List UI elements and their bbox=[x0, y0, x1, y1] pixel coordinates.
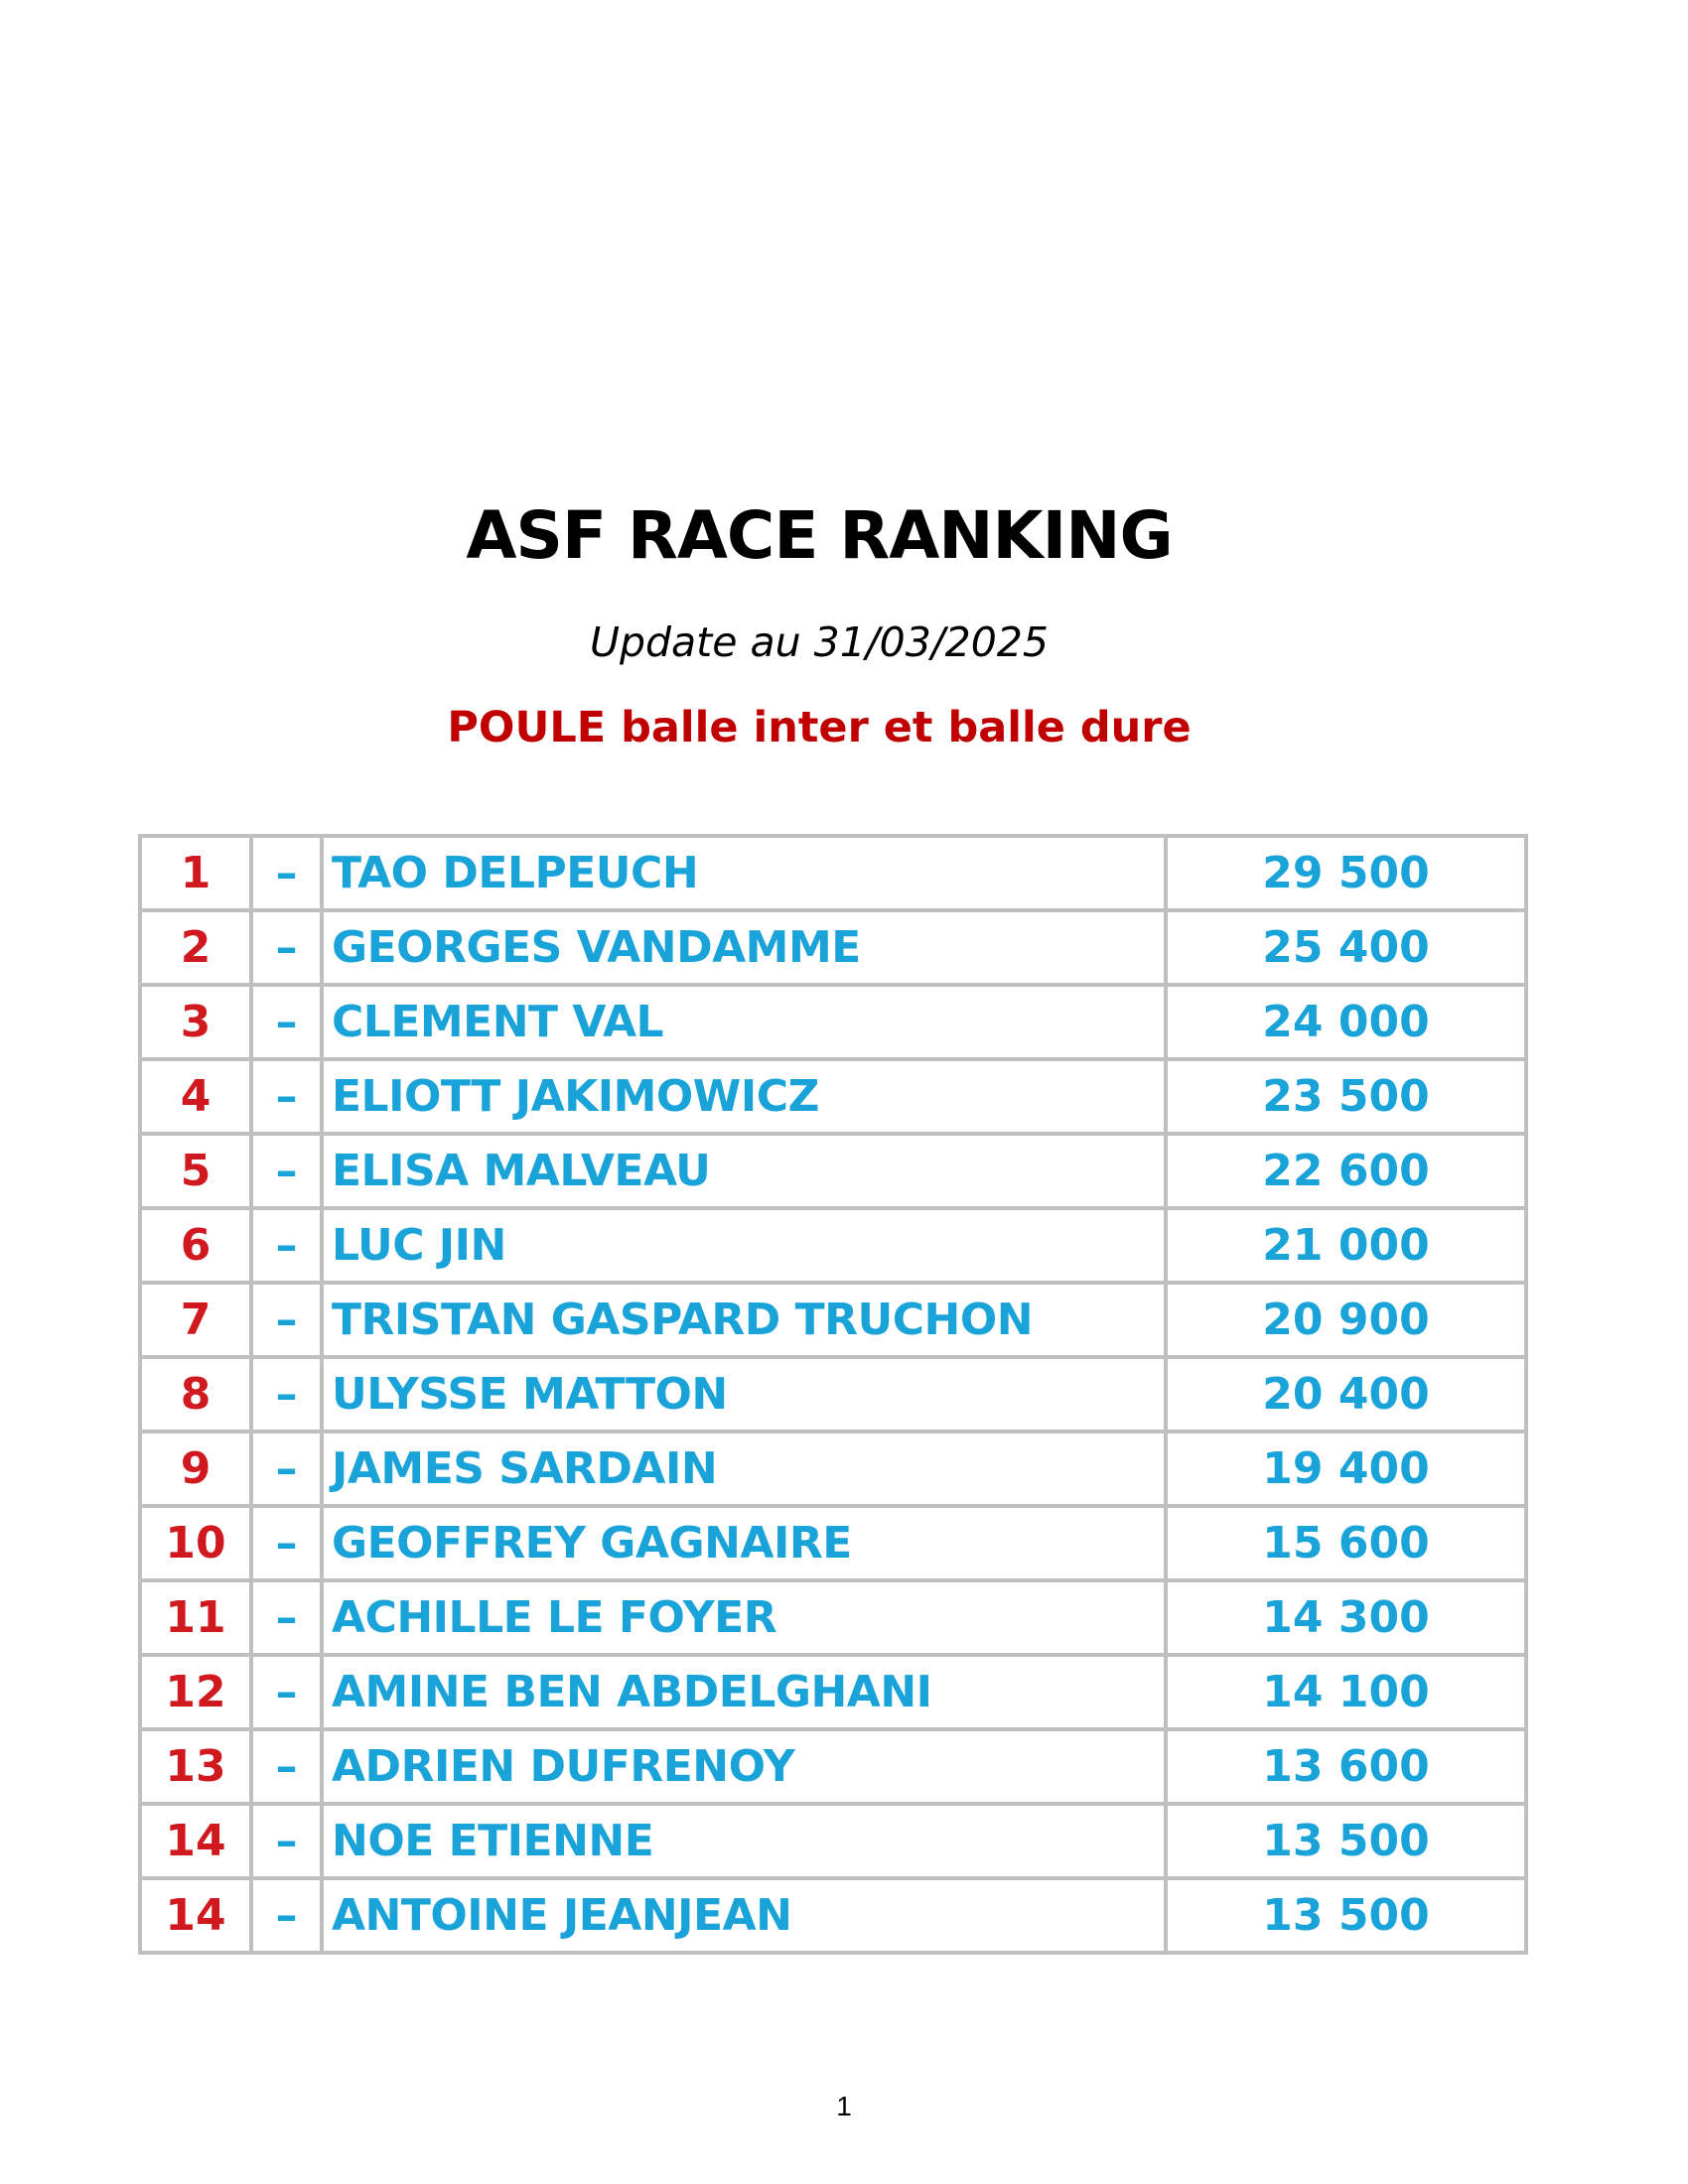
ranking-table bbox=[138, 834, 1528, 1955]
player-name-cell: TAO DELPEUCH bbox=[322, 836, 1166, 910]
separator-cell: – bbox=[251, 836, 322, 910]
separator-cell: – bbox=[251, 1134, 322, 1208]
separator-cell: – bbox=[251, 985, 322, 1059]
table-row bbox=[140, 985, 1526, 1059]
table-row bbox=[140, 1655, 1526, 1729]
rank-cell: 4 bbox=[140, 1059, 251, 1134]
separator-cell: – bbox=[251, 1283, 322, 1357]
table-row bbox=[140, 1432, 1526, 1506]
points-cell: 23 500 bbox=[1166, 1059, 1526, 1134]
separator-cell: – bbox=[251, 1208, 322, 1283]
table-row bbox=[140, 910, 1526, 985]
points-cell: 15 600 bbox=[1166, 1506, 1526, 1580]
player-name-cell: GEORGES VANDAMME bbox=[322, 910, 1166, 985]
rank-cell: 6 bbox=[140, 1208, 251, 1283]
rank-cell: 14 bbox=[140, 1804, 251, 1878]
separator-cell: – bbox=[251, 1506, 322, 1580]
points-cell: 19 400 bbox=[1166, 1432, 1526, 1506]
rank-cell: 9 bbox=[140, 1432, 251, 1506]
player-name-cell: ANTOINE JEANJEAN bbox=[322, 1878, 1166, 1953]
rank-cell: 1 bbox=[140, 836, 251, 910]
player-name-cell: ELIOTT JAKIMOWICZ bbox=[322, 1059, 1166, 1134]
points-cell: 20 900 bbox=[1166, 1283, 1526, 1357]
table-row bbox=[140, 1059, 1526, 1134]
update-date: Update au 31/03/2025 bbox=[590, 618, 1049, 666]
player-name-cell: ADRIEN DUFRENOY bbox=[322, 1729, 1166, 1804]
points-cell: 14 300 bbox=[1166, 1580, 1526, 1655]
separator-cell: – bbox=[251, 910, 322, 985]
table-row bbox=[140, 1208, 1526, 1283]
rank-cell: 7 bbox=[140, 1283, 251, 1357]
player-name-cell: AMINE BEN ABDELGHANI bbox=[322, 1655, 1166, 1729]
player-name-cell: CLEMENT VAL bbox=[322, 985, 1166, 1059]
rank-cell: 5 bbox=[140, 1134, 251, 1208]
rank-cell: 14 bbox=[140, 1878, 251, 1953]
table-row bbox=[140, 1804, 1526, 1878]
points-cell: 20 400 bbox=[1166, 1357, 1526, 1432]
separator-cell: – bbox=[251, 1878, 322, 1953]
separator-cell: – bbox=[251, 1357, 322, 1432]
points-cell: 13 500 bbox=[1166, 1804, 1526, 1878]
player-name-cell: ELISA MALVEAU bbox=[322, 1134, 1166, 1208]
player-name-cell: ULYSSE MATTON bbox=[322, 1357, 1166, 1432]
points-cell: 29 500 bbox=[1166, 836, 1526, 910]
page-title: ASF RACE RANKING bbox=[466, 497, 1173, 574]
table-row bbox=[140, 1729, 1526, 1804]
table-row bbox=[140, 1357, 1526, 1432]
rank-cell: 12 bbox=[140, 1655, 251, 1729]
separator-cell: – bbox=[251, 1580, 322, 1655]
player-name-cell: JAMES SARDAIN bbox=[322, 1432, 1166, 1506]
table-row bbox=[140, 1283, 1526, 1357]
points-cell: 25 400 bbox=[1166, 910, 1526, 985]
player-name-cell: ACHILLE LE FOYER bbox=[322, 1580, 1166, 1655]
points-cell: 21 000 bbox=[1166, 1208, 1526, 1283]
rank-cell: 11 bbox=[140, 1580, 251, 1655]
page-number: 1 bbox=[836, 2091, 852, 2121]
points-cell: 24 000 bbox=[1166, 985, 1526, 1059]
points-cell: 13 600 bbox=[1166, 1729, 1526, 1804]
separator-cell: – bbox=[251, 1059, 322, 1134]
points-cell: 22 600 bbox=[1166, 1134, 1526, 1208]
rank-cell: 10 bbox=[140, 1506, 251, 1580]
player-name-cell: LUC JIN bbox=[322, 1208, 1166, 1283]
points-cell: 13 500 bbox=[1166, 1878, 1526, 1953]
table-row bbox=[140, 836, 1526, 910]
points-cell: 14 100 bbox=[1166, 1655, 1526, 1729]
rank-cell: 2 bbox=[140, 910, 251, 985]
table-row bbox=[140, 1134, 1526, 1208]
separator-cell: – bbox=[251, 1729, 322, 1804]
separator-cell: – bbox=[251, 1655, 322, 1729]
player-name-cell: NOE ETIENNE bbox=[322, 1804, 1166, 1878]
table-row bbox=[140, 1878, 1526, 1953]
table-row bbox=[140, 1506, 1526, 1580]
rank-cell: 3 bbox=[140, 985, 251, 1059]
rank-cell: 8 bbox=[140, 1357, 251, 1432]
player-name-cell: TRISTAN GASPARD TRUCHON bbox=[322, 1283, 1166, 1357]
table-row bbox=[140, 1580, 1526, 1655]
category-heading: POULE balle inter et balle dure bbox=[447, 703, 1192, 752]
separator-cell: – bbox=[251, 1432, 322, 1506]
separator-cell: – bbox=[251, 1804, 322, 1878]
ranking-body bbox=[140, 836, 1526, 1953]
player-name-cell: GEOFFREY GAGNAIRE bbox=[322, 1506, 1166, 1580]
rank-cell: 13 bbox=[140, 1729, 251, 1804]
